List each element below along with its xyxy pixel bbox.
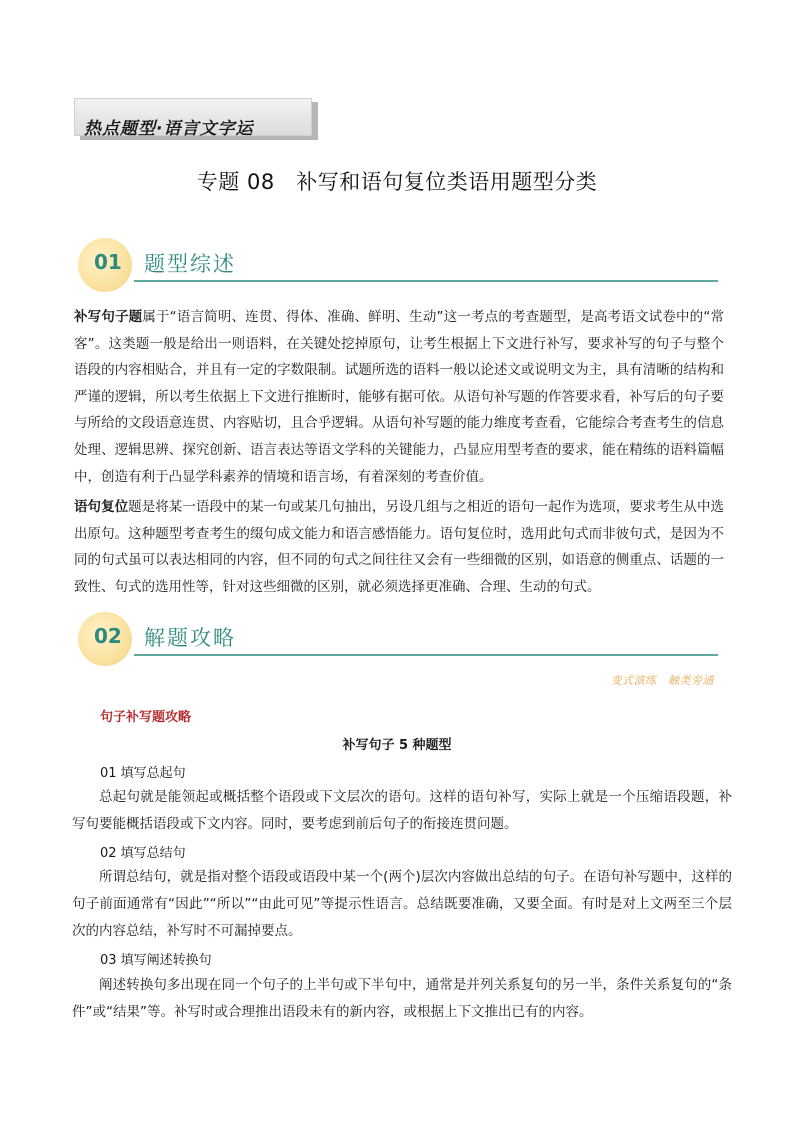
section-title: 解题攻略: [144, 626, 236, 650]
term-sentence-completion: 补写句子题: [74, 309, 143, 325]
question-types-heading: 补写句子 5 种题型: [342, 738, 452, 753]
document-title: 专题 08 补写和语句复位类语用题型分类: [196, 170, 598, 194]
section-title: 题型综述: [144, 252, 236, 276]
item-heading-3: 03 填写阐述转换句: [100, 953, 212, 968]
overview-paragraph-1-text: 属于“语言简明、连贯、得体、准确、鲜明、生动”这一考点的考查题型，是高考语文试卷中的“常客”。这类题一般是给出一则语料，在关键处挖掉原句，让考生根据上下文进行补写，要求补写的句子与整个语段的内容相贴合，并且有一定的字数限制。试题所选的语料一般以论述文或说明文为主，具有清晰的结构和严谨的逻辑，所以考生依据上下文进行推断时，能够有据可依。从语句补写题的作答要求看，补写后的句子要与所给的文段语意连贯、内容贴切，且合乎逻辑。从语句补写题的能力维度考查看，它能综合考查考生的信息处理、逻辑思辨、探究创新、语言表达等语文学科的关键能力，凸显应用型考查的要求，能在精练的语料篇幅中，创造有利于凸显学科素养的情境和语言场，有着深刻的考查价值。: [74, 309, 725, 485]
overview-paragraph-2-text: 题是将某一语段中的某一句或某几句抽出，另设几组与之相近的语句一起作为选项，要求考生从中选出原句。这种题型考查考生的缀句成文能力和语言感悟能力。语句复位时，选用此句式而非彼句式，是因为不同的句式虽可以表达相同的内容，但不同的句式之间往往又会有一些细微的区别，如语意的侧重点、话题的一致性、句式的选用性等，针对这些细微的区别，就必须选择更准确、合理、生动的句式。: [74, 499, 725, 595]
section-note: 变式演练 触类旁通: [610, 674, 714, 687]
section-divider: [134, 654, 718, 656]
section-header-overview: [78, 238, 718, 292]
term-sentence-restoration: 语句复位: [74, 499, 129, 515]
section-number: 01: [94, 250, 122, 274]
item-heading-2: 02 填写总结句: [100, 846, 186, 861]
section-number: 02: [94, 624, 122, 648]
item-text-2: 所谓总结句，就是指对整个语段或语段中某一个(两个)层次内容做出总结的句子。在语句补写题中，这样的句子前面通常有“因此”“所以”“由此可见”等提示性语言。总结既要准确，又要全面。有时是对上文两至三个层次的内容总结，补写时不可漏掉要点。: [72, 869, 732, 939]
item-text-1: 总起句就是能领起或概括整个语段或下文层次的语句。这样的语句补写，实际上就是一个压缩语段题，补写句要能概括语段或下文内容。同时，要考虑到前后句子的衔接连贯问题。: [72, 789, 732, 832]
overview-paragraph-1: [74, 304, 724, 490]
section-divider: [134, 280, 718, 282]
strategy-subheading: 句子补写题攻略: [100, 710, 192, 725]
overview-paragraph-2: [74, 494, 724, 600]
section-header-strategy: [78, 612, 718, 666]
item-text-3: 阐述转换句多出现在同一个句子的上半句或下半句中，通常是并列关系复句的另一半，条件关系复句的“条件”或“结果”等。补写时或合理推出语段未有的新内容，或根据上下文推出已有的内容。: [72, 977, 732, 1020]
item-heading-1: 01 填写总起句: [100, 766, 186, 781]
topic-banner: [74, 98, 318, 140]
banner-text: 热点题型·语言文字运: [84, 119, 254, 139]
